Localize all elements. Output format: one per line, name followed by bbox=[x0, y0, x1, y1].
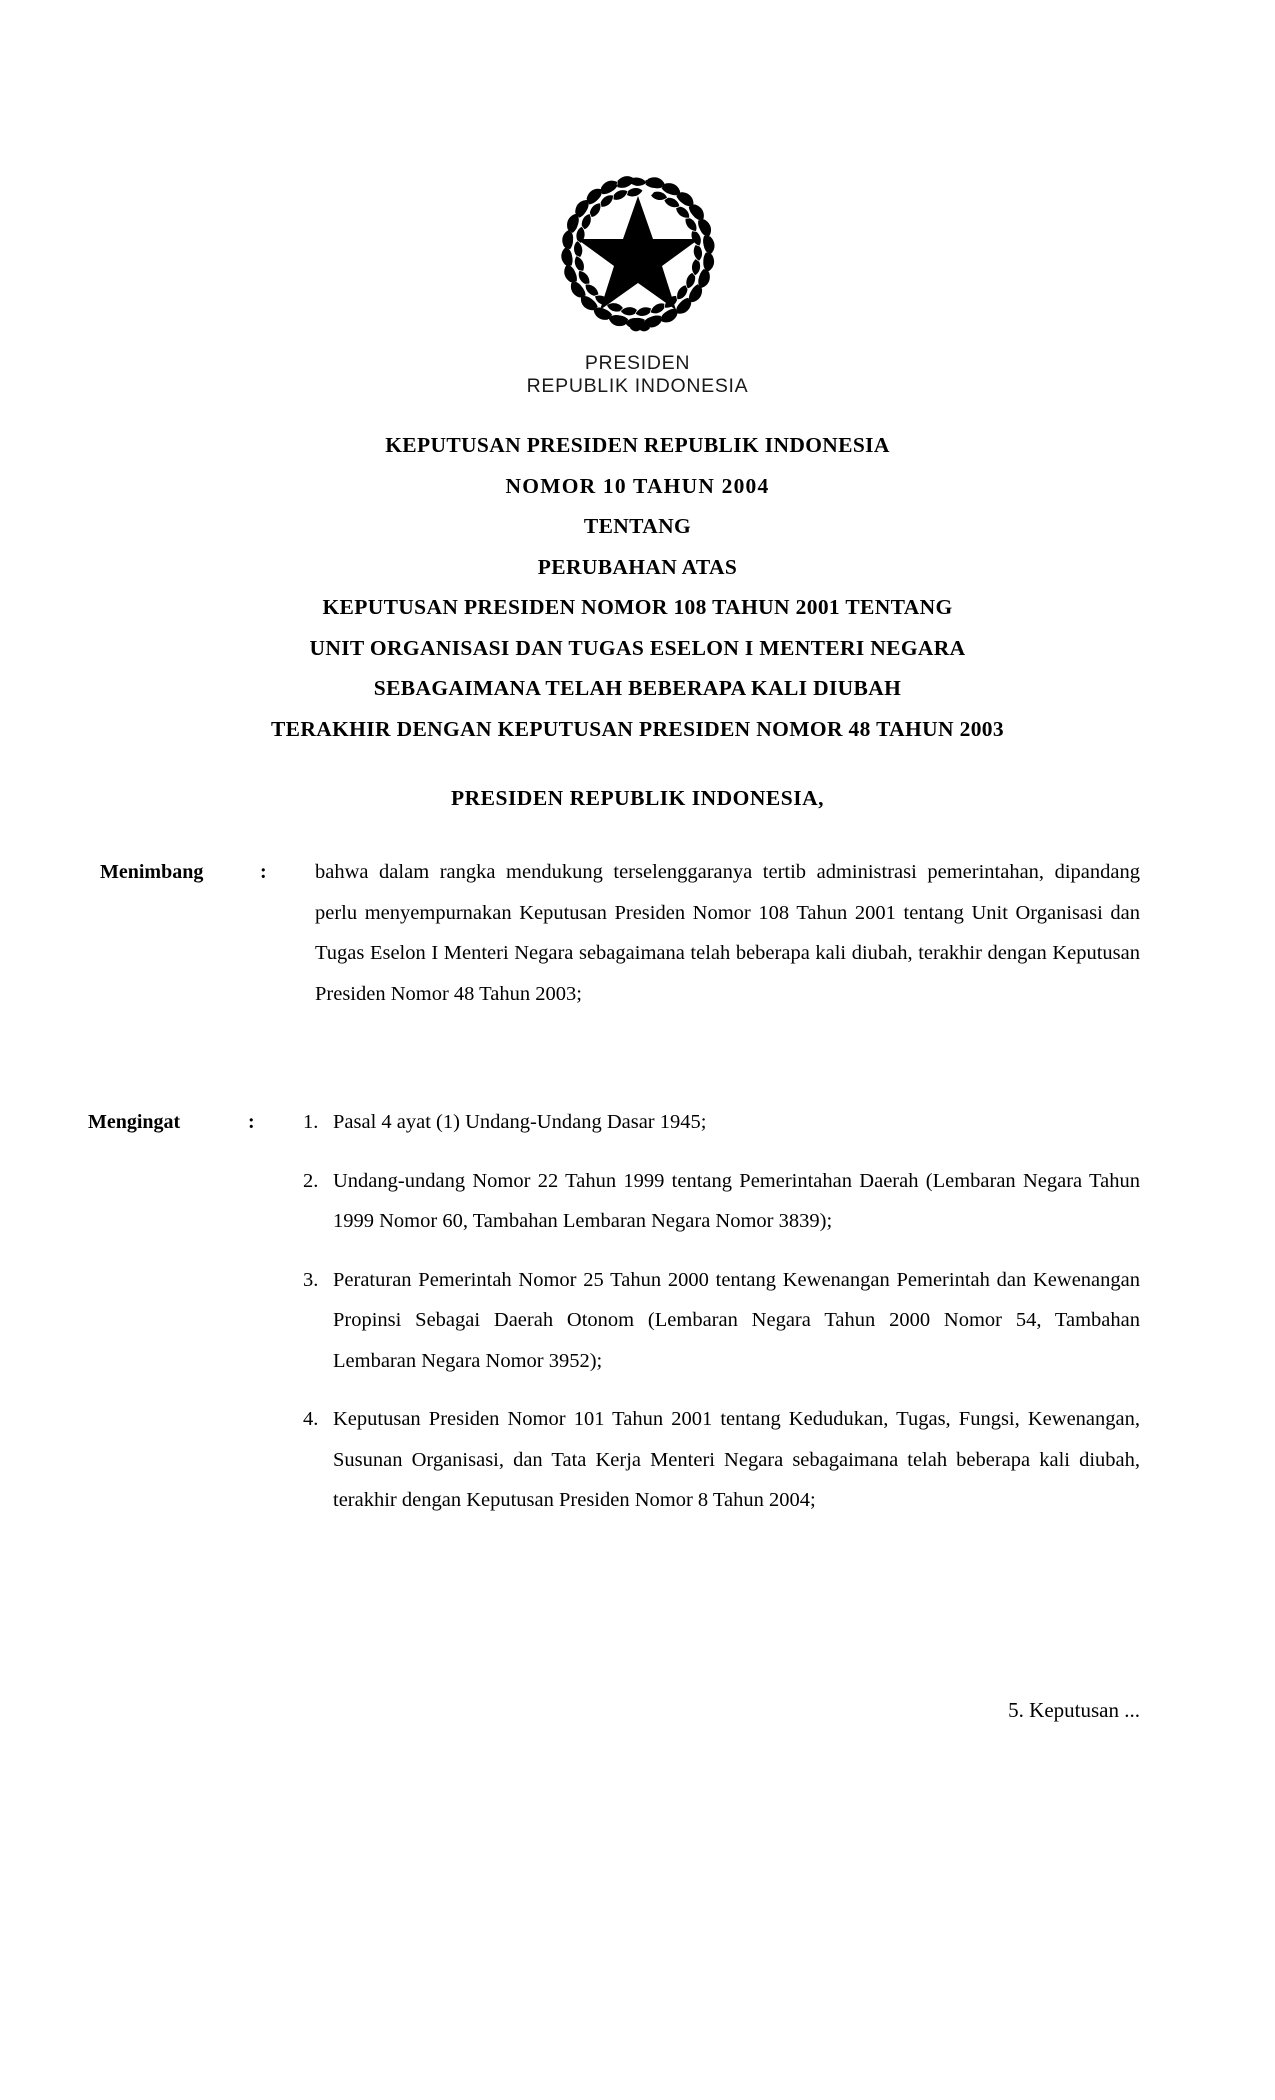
list-item bbox=[303, 1260, 1140, 1382]
considering-colon: : bbox=[260, 861, 267, 883]
list-item-text: Pasal 4 ayat (1) Undang-Undang Dasar 1945; bbox=[333, 1111, 707, 1133]
title-line-7: SEBAGAIMANA TELAH BEBERAPA KALI DIUBAH bbox=[373, 676, 902, 700]
list-item-marker: 3. bbox=[303, 1268, 319, 1291]
title-line-4: PERUBAHAN ATAS bbox=[537, 554, 738, 579]
title-line-5: KEPUTUSAN PRESIDEN NOMOR 108 TAHUN 2001 TENTANG bbox=[322, 595, 953, 619]
enacting-authority: PRESIDEN REPUBLIK INDONESIA, bbox=[450, 786, 824, 810]
considering-label: Menimbang bbox=[100, 861, 204, 883]
list-item-text: Keputusan Presiden Nomor 101 Tahun 2001 tentang Kedudukan, Tugas, Fungsi, Kewenangan, Susunan Organisasi, dan Tata Kerja Menteri Negara sebagaimana telah beberapa kali diubah, terakhir dengan Keputusan Presiden Nomor 8 Tahun 2004; bbox=[333, 1408, 1140, 1511]
title-line-3: TENTANG bbox=[583, 514, 692, 538]
considering-body bbox=[278, 852, 1275, 1014]
emblem-caption bbox=[0, 352, 1275, 398]
considering-clause bbox=[0, 852, 1275, 1014]
list-item-marker: 2. bbox=[303, 1169, 319, 1192]
recalling-list bbox=[303, 1102, 1140, 1521]
recalling-colon: : bbox=[248, 1111, 255, 1133]
title-line-6: UNIT ORGANISASI DAN TUGAS ESELON I MENTERI NEGARA bbox=[309, 635, 966, 660]
list-item bbox=[303, 1102, 1140, 1143]
emblem-container bbox=[0, 160, 1275, 345]
list-item-text: Peraturan Pemerintah Nomor 25 Tahun 2000 tentang Kewenangan Pemerintah dan Kewenangan Propinsi Sebagai Daerah Otonom (Lembaran Negara Tahun 2000 Nomor 54, Tambahan Lembaran Negara Nomor 3952); bbox=[333, 1268, 1140, 1372]
list-item-marker: 1. bbox=[303, 1111, 319, 1133]
list-item-text: Undang-undang Nomor 22 Tahun 1999 tentang Pemerintahan Daerah (Lembaran Negara Tahun 1999 Nomor 60, Tambahan Lembaran Negara Nomor 3839); bbox=[333, 1169, 1140, 1232]
recalling-clause bbox=[0, 1102, 1275, 1521]
emblem-caption-line-1: PRESIDEN bbox=[584, 352, 691, 374]
title-line-2: NOMOR 10 TAHUN 2004 bbox=[505, 473, 770, 498]
list-item-marker: 4. bbox=[303, 1408, 319, 1430]
considering-text: bahwa dalam rangka mendukung terselenggaranya tertib administrasi pemerintahan, dipandang perlu menyempurnakan Keputusan Presiden Nomor 108 Tahun 2001 tentang Unit Organisasi dan Tugas Eselon I Menteri Negara sebagaimana telah beberapa kali diubah, terakhir dengan Keputusan Presiden Nomor 48 Tahun 2003; bbox=[315, 861, 1140, 1005]
list-item bbox=[303, 1399, 1140, 1521]
title-line-1: KEPUTUSAN PRESIDEN REPUBLIK INDONESIA bbox=[385, 433, 890, 457]
garuda-star-laurel-emblem-icon bbox=[552, 160, 724, 340]
list-item bbox=[303, 1161, 1140, 1242]
page-title bbox=[0, 425, 1275, 749]
recalling-label: Mengingat bbox=[88, 1111, 181, 1133]
recalling-body bbox=[266, 1102, 1275, 1521]
page-catchword: 5. Keputusan ... bbox=[1008, 1698, 1140, 1722]
emblem-caption-line-2: REPUBLIK INDONESIA bbox=[526, 375, 749, 397]
title-line-8: TERAKHIR DENGAN KEPUTUSAN PRESIDEN NOMOR 48 TAHUN 2003 bbox=[270, 716, 1005, 741]
